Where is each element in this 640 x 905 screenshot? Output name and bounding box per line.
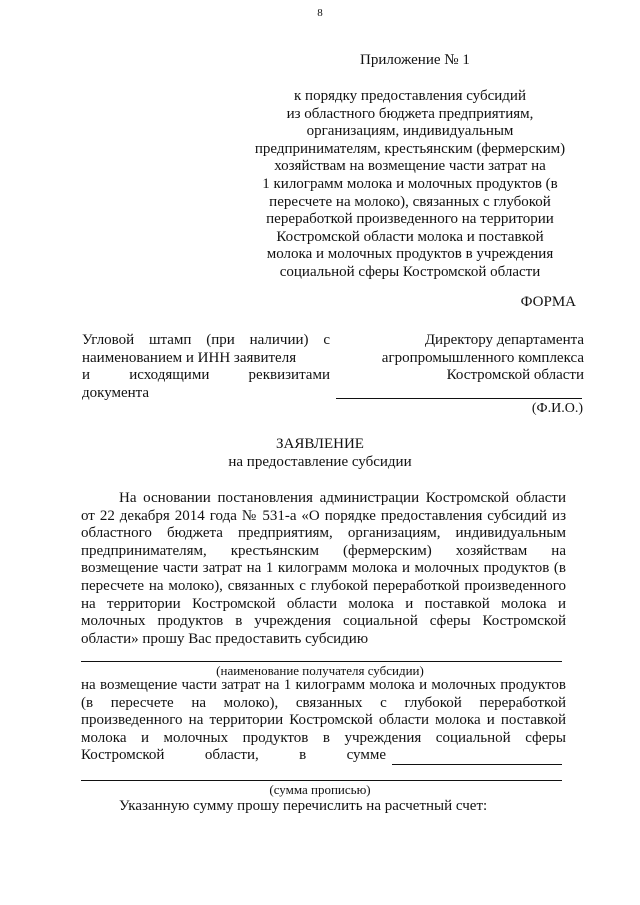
form-label: ФОРМА: [520, 294, 576, 310]
appendix-line: пересчете на молоко), связанных с глубокой: [269, 193, 551, 210]
appendix-title: Приложение № 1: [360, 52, 470, 68]
addressee-line: Костромской области: [446, 367, 584, 383]
appendix-line: социальной сферы Костромской области: [279, 263, 541, 280]
fio-input-line[interactable]: [336, 398, 582, 399]
purpose-line: (в пересчете на молоко), связанных с глубокой переработкой: [81, 694, 566, 711]
body-line: пересчете на молоко), связанных с глубокой переработкой произведенного: [81, 577, 566, 594]
corner-stamp-note: [82, 332, 330, 402]
appendix-line: Костромской области молока и поставкой: [276, 228, 544, 245]
body-line: предпринимателям, крестьянским (фермерским) хозяйствам на: [81, 542, 566, 559]
purpose-line: произведенного на территории Костромской области молока и поставкой: [81, 712, 566, 729]
appendix-line: организациям, индивидуальным: [306, 123, 514, 140]
addressee-line: Директору департамента: [424, 332, 584, 348]
stamp-line: и исходящими реквизитами: [82, 367, 330, 383]
body-line: областного бюджета предприятиям, организациям, индивидуальным: [81, 525, 566, 542]
body-line: области» прошу Вас предоставить субсидию: [81, 630, 369, 647]
appendix-line: молока и молочных продуктов в учреждения: [266, 246, 554, 263]
sum-caption: (сумма прописью): [269, 782, 371, 797]
recipient-caption: (наименование получателя субсидии): [216, 663, 424, 678]
stamp-line: наименованием и ИНН заявителя: [82, 349, 297, 366]
addressee-line: агропромышленного комплекса: [381, 349, 584, 366]
appendix-text: [240, 88, 580, 282]
purpose-line: Костромской области, в сумме: [81, 747, 386, 764]
stamp-line: документа: [82, 384, 150, 401]
appendix-line: из областного бюджета предприятиям,: [286, 105, 534, 122]
body-line: от 22 декабря 2014 года № 531-а «О порядке предоставления субсидий из: [81, 507, 566, 524]
body-line: На основании постановления администрации Костромской области: [119, 490, 566, 506]
addressee-block: [382, 332, 584, 385]
body-line: молочных продуктов в учреждения социальной сферы Костромской: [81, 613, 566, 630]
transfer-text: Указанную сумму прошу перечислить на расчетный счет:: [119, 798, 488, 814]
purpose-line: молока и молочных продуктов в учреждения социальной сферы: [81, 729, 566, 746]
stamp-line: Угловой штамп (при наличии) с: [82, 332, 330, 348]
purpose-line: на возмещение части затрат на 1 килограмм молока и молочных продуктов: [81, 677, 566, 693]
appendix-line: к порядку предоставления субсидий: [294, 88, 526, 104]
statement-subtitle: на предоставление субсидии: [228, 454, 412, 470]
statement-title: ЗАЯВЛЕНИЕ: [276, 436, 364, 452]
appendix-line: переработкой произведенного на территории: [266, 211, 554, 228]
appendix-line: хозяйствам на возмещение части затрат на: [274, 158, 546, 175]
body-line: на территории Костромской области молока и поставкой молока и: [81, 595, 566, 612]
body-paragraph: [81, 490, 566, 648]
appendix-line: 1 килограмм молока и молочных продуктов (в: [262, 175, 558, 192]
fio-caption: (Ф.И.О.): [531, 401, 583, 416]
sum-inline-input-line[interactable]: [392, 764, 562, 765]
appendix-line: предпринимателям, крестьянским (фермерским): [254, 140, 566, 157]
page-number: 8: [317, 7, 323, 19]
purpose-paragraph: [81, 677, 566, 765]
body-line: возмещение части затрат на 1 килограмм молока и молочных продуктов (в: [81, 560, 566, 577]
